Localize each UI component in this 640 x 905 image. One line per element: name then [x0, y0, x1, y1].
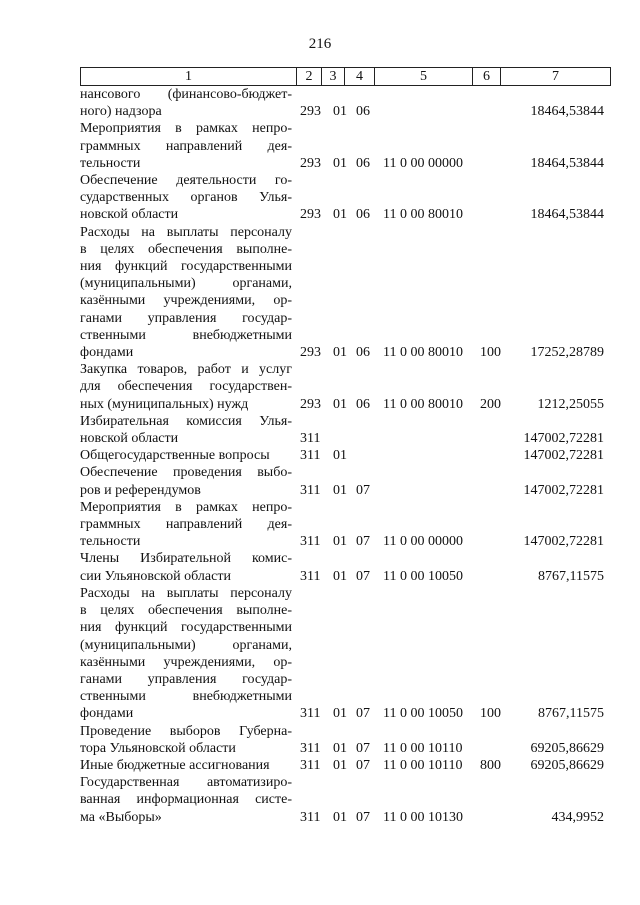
table-row — [80, 464, 611, 498]
description-line: ственными внебюджетными — [80, 327, 292, 343]
description-line: новской области — [80, 207, 179, 223]
table-row — [80, 757, 611, 774]
row-description — [80, 499, 292, 551]
description-line: ственными внебюджетными — [80, 689, 292, 705]
row-description — [80, 774, 292, 826]
header-col-2: 2 — [297, 68, 322, 85]
amount: 147002,72281 — [523, 448, 604, 464]
amount: 434,9952 — [551, 809, 604, 825]
admin-code: 311 — [300, 448, 321, 464]
admin-code: 311 — [300, 706, 321, 722]
table-body — [80, 86, 611, 826]
section-code: 01 — [333, 740, 347, 756]
target-article-code: 11 0 00 00000 — [383, 155, 463, 171]
row-description — [80, 224, 292, 362]
row-description — [80, 550, 292, 584]
row-description — [80, 413, 292, 447]
amount: 147002,72281 — [523, 482, 604, 498]
description-line: ганами управления государ- — [80, 671, 292, 687]
subsection-code: 07 — [356, 534, 370, 550]
header-col-5: 5 — [375, 68, 473, 85]
admin-code: 293 — [300, 104, 321, 120]
description-line: Закупка товаров, работ и услуг — [80, 362, 292, 378]
amount: 17252,28789 — [530, 345, 604, 361]
description-line: в целях обеспечения выполне- — [80, 241, 292, 257]
description-line: Члены Избирательной комис- — [80, 551, 292, 567]
amount: 8767,11575 — [538, 706, 604, 722]
subsection-code: 06 — [356, 155, 370, 171]
section-code: 01 — [333, 345, 347, 361]
description-line: фондами — [80, 706, 134, 722]
target-article-code: 11 0 00 80010 — [383, 396, 463, 412]
amount: 18464,53844 — [530, 104, 604, 120]
description-line: Государственная автоматизиро- — [80, 775, 292, 791]
row-description — [80, 86, 292, 120]
description-line: Расходы на выплаты персоналу — [80, 224, 292, 240]
section-code: 01 — [333, 482, 347, 498]
amount: 147002,72281 — [523, 431, 604, 447]
target-article-code: 11 0 00 80010 — [383, 345, 463, 361]
target-article-code: 11 0 00 80010 — [383, 207, 463, 223]
target-article-code: 11 0 00 10110 — [383, 757, 463, 773]
description-line: Обеспечение деятельности го- — [80, 173, 292, 189]
target-article-code: 11 0 00 10130 — [383, 809, 463, 825]
amount: 8767,11575 — [538, 568, 604, 584]
admin-code: 293 — [300, 345, 321, 361]
header-col-1: 1 — [81, 68, 297, 85]
subsection-code: 07 — [356, 706, 370, 722]
subsection-code: 07 — [356, 740, 370, 756]
table-row — [80, 224, 611, 362]
section-code: 01 — [333, 757, 347, 773]
description-line: тельности — [80, 534, 141, 550]
description-line: ных (муниципальных) нужд — [80, 396, 249, 412]
table-row — [80, 499, 611, 551]
section-code: 01 — [333, 706, 347, 722]
description-line: новской области — [80, 431, 179, 447]
description-line: фондами — [80, 345, 134, 361]
admin-code: 311 — [300, 809, 321, 825]
description-line: (муниципальными) органами, — [80, 276, 292, 292]
amount: 1212,25055 — [537, 396, 604, 412]
admin-code: 311 — [300, 568, 321, 584]
description-line: Избирательная комиссия Улья- — [80, 413, 292, 429]
table-row — [80, 413, 611, 447]
admin-code: 293 — [300, 155, 321, 171]
row-description — [80, 464, 292, 498]
subsection-code: 06 — [356, 207, 370, 223]
table-row — [80, 86, 611, 120]
description-line: нансового (финансово-бюджет- — [80, 87, 292, 102]
description-line: казёнными учреждениями, ор- — [80, 293, 292, 309]
amount: 69205,86629 — [530, 757, 604, 773]
description-line: тельности — [80, 155, 141, 171]
row-description — [80, 723, 292, 757]
expense-type-code: 800 — [480, 757, 501, 773]
table-row — [80, 361, 611, 413]
description-line: граммных направлений дея- — [80, 138, 292, 154]
row-description — [80, 585, 292, 723]
description-line: ров и референдумов — [80, 482, 201, 498]
description-line: Общегосударственные вопросы — [80, 448, 270, 464]
subsection-code: 07 — [356, 482, 370, 498]
amount: 18464,53844 — [530, 207, 604, 223]
target-article-code: 11 0 00 10110 — [383, 740, 463, 756]
description-line: казёнными учреждениями, ор- — [80, 654, 292, 670]
header-col-6: 6 — [473, 68, 501, 85]
expense-type-code: 200 — [480, 396, 501, 412]
table-row — [80, 550, 611, 584]
section-code: 01 — [333, 809, 347, 825]
description-line: Расходы на выплаты персоналу — [80, 585, 292, 601]
section-code: 01 — [333, 568, 347, 584]
row-description — [80, 361, 292, 413]
description-line: тора Ульяновской области — [80, 740, 236, 756]
subsection-code: 07 — [356, 757, 370, 773]
amount: 147002,72281 — [523, 534, 604, 550]
header-col-4: 4 — [345, 68, 375, 85]
table-header — [80, 67, 611, 86]
subsection-code: 07 — [356, 568, 370, 584]
section-code: 01 — [333, 448, 347, 464]
admin-code: 311 — [300, 740, 321, 756]
subsection-code: 06 — [356, 104, 370, 120]
description-line: Иные бюджетные ассигнования — [80, 757, 270, 773]
description-line: ванная информационная систе- — [80, 792, 292, 808]
target-article-code: 11 0 00 10050 — [383, 568, 463, 584]
target-article-code: 11 0 00 10050 — [383, 706, 463, 722]
row-description — [80, 447, 292, 464]
subsection-code: 06 — [356, 345, 370, 361]
target-article-code: 11 0 00 00000 — [383, 534, 463, 550]
description-line: для обеспечения государствен- — [80, 379, 292, 395]
description-line: сии Ульяновской области — [80, 568, 231, 584]
section-code: 01 — [333, 396, 347, 412]
section-code: 01 — [333, 104, 347, 120]
row-description — [80, 172, 292, 224]
description-line: ния функций государственными — [80, 620, 292, 636]
description-line: Мероприятия в рамках непро- — [80, 499, 292, 515]
page-number: 216 — [308, 36, 332, 52]
admin-code: 311 — [300, 482, 321, 498]
description-line: Проведение выборов Губерна- — [80, 723, 292, 739]
admin-code: 293 — [300, 396, 321, 412]
description-line: (муниципальными) органами, — [80, 637, 292, 653]
admin-code: 311 — [300, 431, 321, 447]
description-line: граммных направлений дея- — [80, 517, 292, 533]
table-row — [80, 774, 611, 826]
table-row — [80, 585, 611, 723]
table-row — [80, 120, 611, 172]
header-col-3: 3 — [322, 68, 345, 85]
section-code: 01 — [333, 155, 347, 171]
description-line: ния функций государственными — [80, 259, 292, 275]
row-description — [80, 120, 292, 172]
expense-type-code: 100 — [480, 706, 501, 722]
row-description — [80, 757, 292, 774]
description-line: в целях обеспечения выполне- — [80, 603, 292, 619]
table-row — [80, 723, 611, 757]
expense-type-code: 100 — [480, 345, 501, 361]
description-line: сударственных органов Улья- — [80, 190, 292, 206]
subsection-code: 07 — [356, 809, 370, 825]
description-line: ганами управления государ- — [80, 310, 292, 326]
description-line: Мероприятия в рамках непро- — [80, 121, 292, 137]
description-line: Обеспечение проведения выбо- — [80, 465, 292, 481]
admin-code: 311 — [300, 757, 321, 773]
header-col-7: 7 — [552, 69, 559, 84]
amount: 18464,53844 — [530, 155, 604, 171]
section-code: 01 — [333, 207, 347, 223]
table-row — [80, 172, 611, 224]
admin-code: 293 — [300, 207, 321, 223]
subsection-code: 06 — [356, 396, 370, 412]
table-row — [80, 447, 611, 464]
admin-code: 311 — [300, 534, 321, 550]
description-line: ного) надзора — [80, 104, 162, 120]
amount: 69205,86629 — [530, 740, 604, 756]
section-code: 01 — [333, 534, 347, 550]
description-line: ма «Выборы» — [80, 809, 162, 825]
